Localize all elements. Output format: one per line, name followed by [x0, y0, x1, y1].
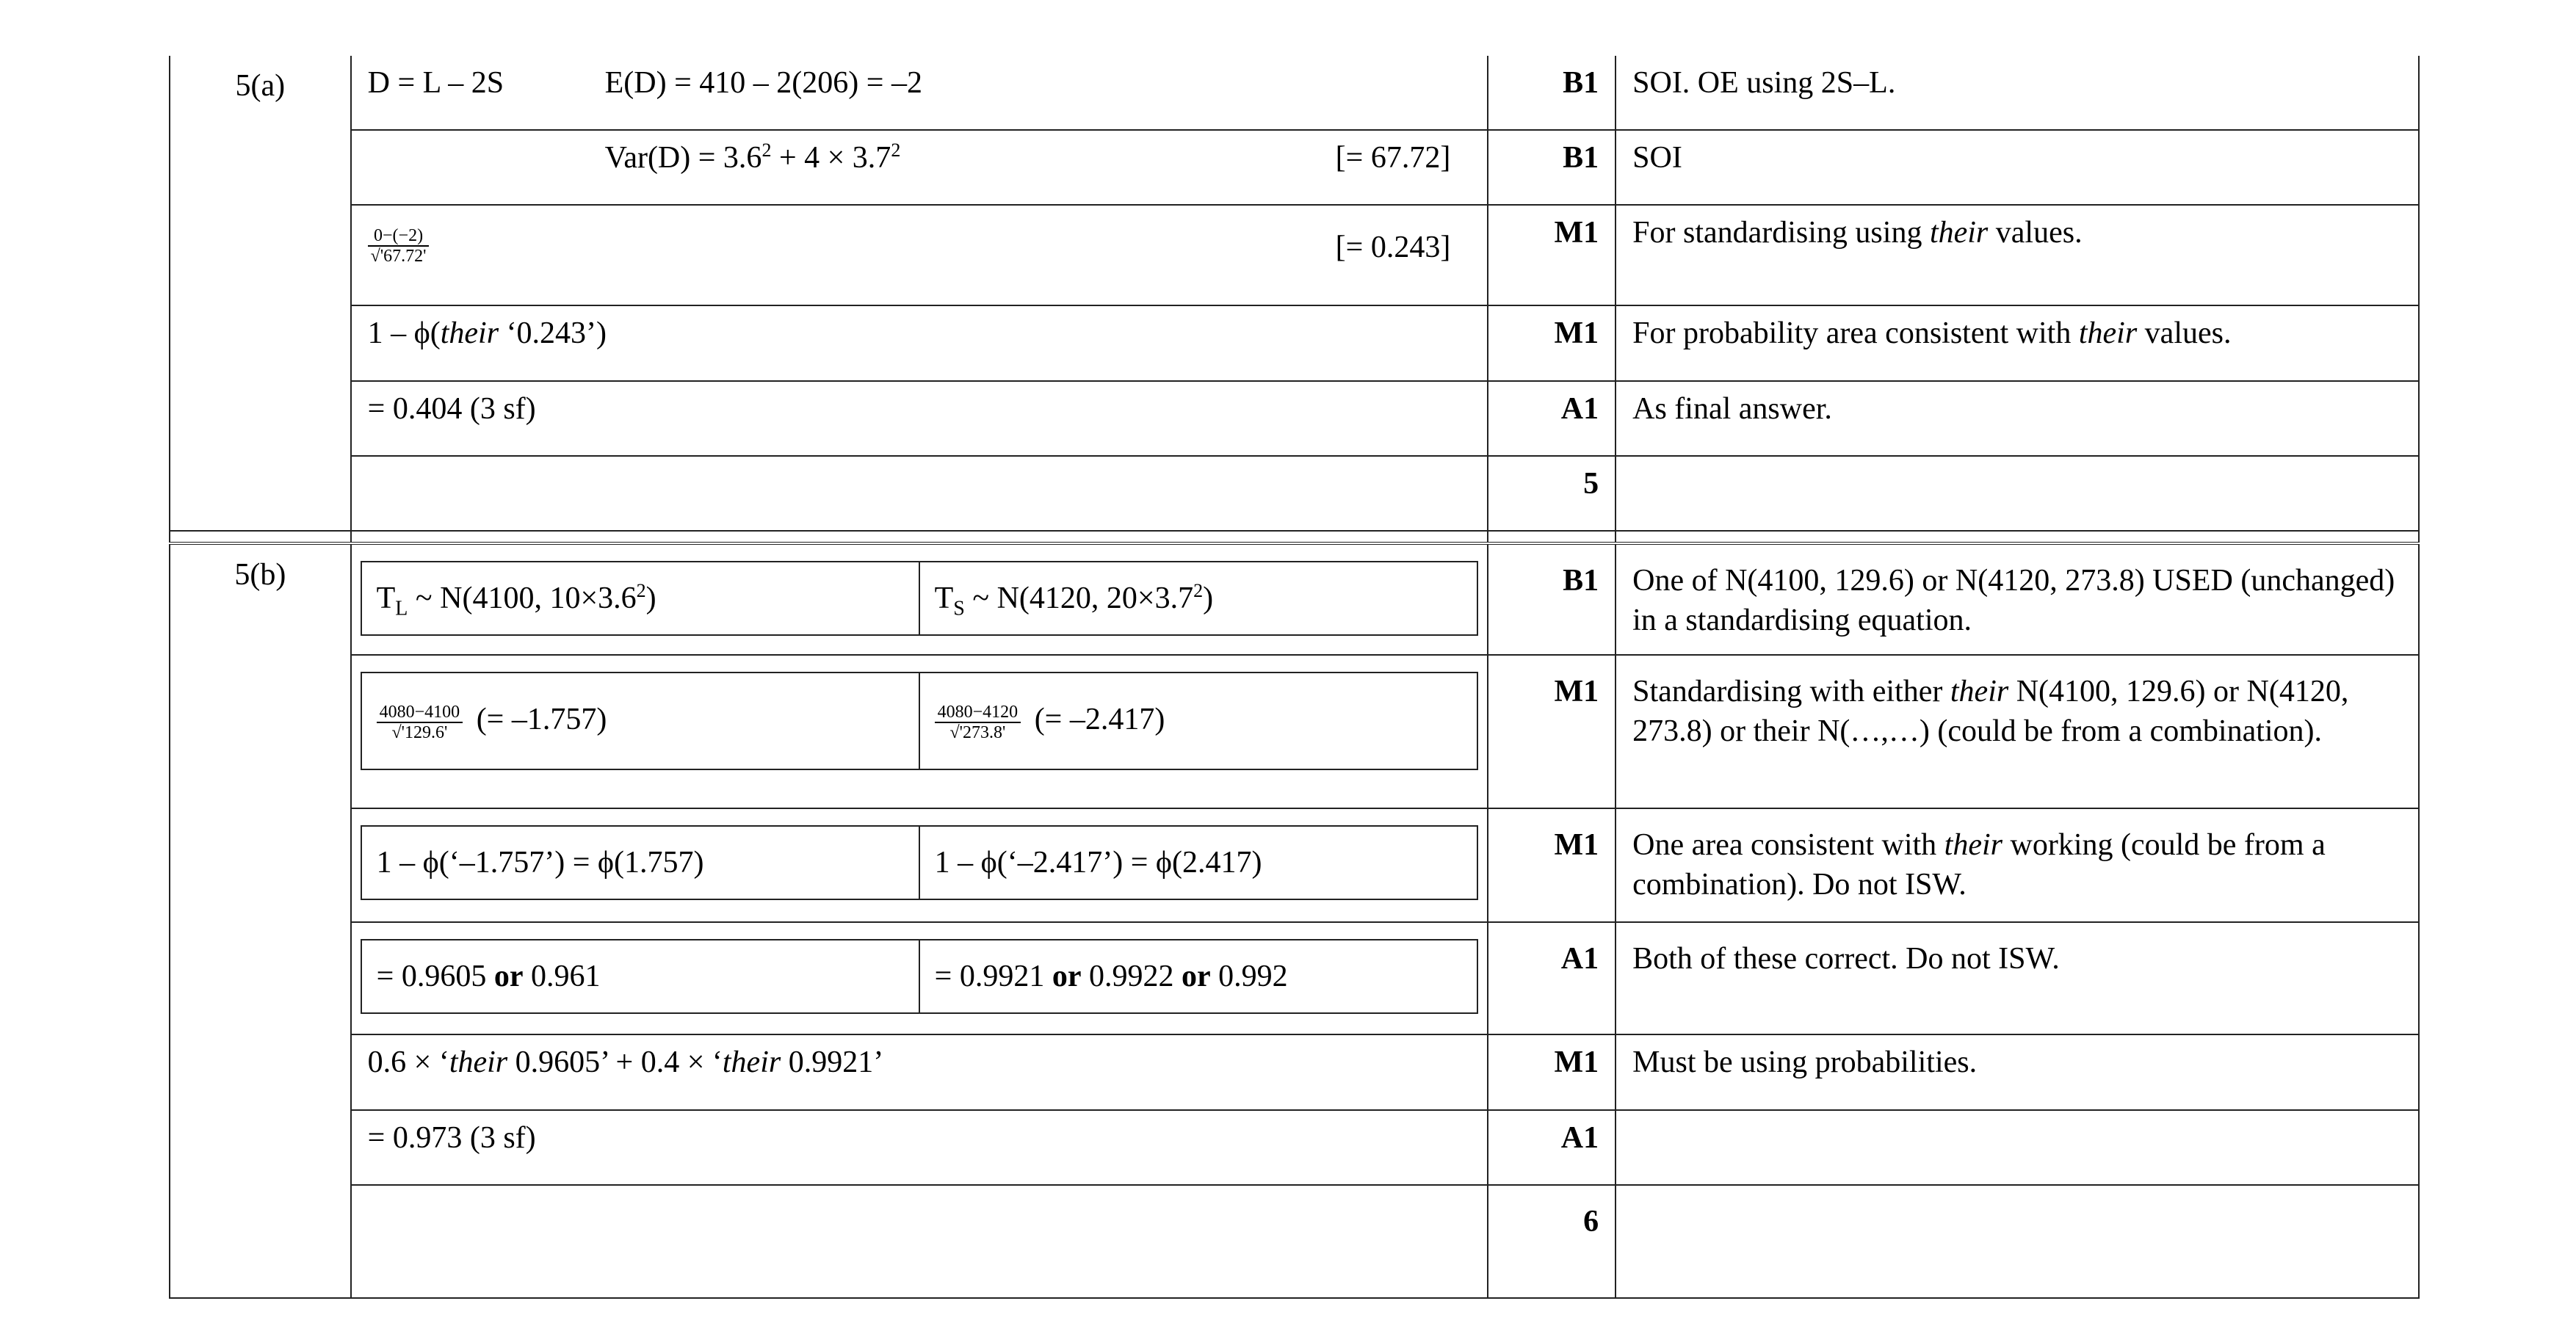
mark-code: B1: [1488, 56, 1616, 130]
guidance-cell: As final answer.: [1616, 381, 2419, 456]
working-cell: [351, 456, 1488, 531]
mark-code: M1: [1488, 655, 1616, 808]
working-cell: 0.6 × ‘their 0.9605’ + 0.4 × ‘their 0.9921’: [351, 1034, 1488, 1110]
table-row: [170, 381, 2419, 456]
short-standardising: $\frac{4080-4120}{√'273.8'}$ (= –2.417): [919, 673, 1477, 769]
mark-code: M1: [1488, 305, 1616, 381]
working-cell: $Var(D) = 3.6^2 + 4 \times 3.7^2$ [= 67.72]: [351, 130, 1488, 205]
section-separator: [170, 531, 2419, 543]
guidance-cell: [1616, 1185, 2419, 1298]
working-cell: [351, 808, 1488, 922]
table-row: [170, 655, 2419, 808]
guidance-cell: For standardising using their values.: [1616, 205, 2419, 305]
short-probability: = 0.9921 or 0.9922 or 0.992: [919, 940, 1477, 1013]
guidance-cell: SOI. OE using 2S–L.: [1616, 56, 2419, 130]
guidance-cell: Standardising with either their N(4100, 129.6) or N(4120, 273.8) or their N(…,…) (could be from a combination).: [1616, 655, 2419, 808]
table-row: [170, 130, 2419, 205]
working-cell: $\frac{0-(-2)}{√'67.72'}$ [= 0.243]: [351, 205, 1488, 305]
mark-code: A1: [1488, 381, 1616, 456]
working-cell: 1 – ϕ(their ‘0.243’): [351, 305, 1488, 381]
guidance-cell: [1616, 456, 2419, 531]
mark-scheme-table: [169, 56, 2420, 1299]
standardising-fraction: $\frac{0-(-2)}{√'67.72'}$: [368, 226, 430, 266]
working-cell: [351, 543, 1488, 655]
table-row: [170, 56, 2419, 130]
long-probability: = 0.9605 or 0.961: [361, 940, 919, 1013]
distribution-box: [361, 561, 1478, 636]
table-row: [170, 922, 2419, 1034]
guidance-cell: [1616, 1110, 2419, 1185]
mark-code: A1: [1488, 1110, 1616, 1185]
table-row: [170, 305, 2419, 381]
standardising-box: [361, 672, 1478, 770]
working-cell: D = L – 2S E(D) = 410 – 2(206) = –2: [351, 56, 1488, 130]
long-area: 1 – ϕ(‘–1.757’) = ϕ(1.757): [361, 826, 919, 899]
question-label: 5(b): [170, 543, 351, 1298]
total-marks: 5: [1488, 456, 1616, 531]
mark-code: B1: [1488, 543, 1616, 655]
table-row: [170, 808, 2419, 922]
table-row: [170, 456, 2419, 531]
guidance-cell: Both of these correct. Do not ISW.: [1616, 922, 2419, 1034]
question-label: 5(a): [170, 56, 351, 531]
table-row: [170, 1034, 2419, 1110]
probability-area-box: [361, 825, 1478, 900]
guidance-cell: SOI: [1616, 130, 2419, 205]
mark-code: B1: [1488, 130, 1616, 205]
probability-values-box: [361, 939, 1478, 1014]
mark-code: M1: [1488, 205, 1616, 305]
guidance-cell: One area consistent with their working (could be from a combination). Do not ISW.: [1616, 808, 2419, 922]
mark-code: M1: [1488, 808, 1616, 922]
table-row: [170, 205, 2419, 305]
guidance-cell: For probability area consistent with their values.: [1616, 305, 2419, 381]
working-cell: [351, 655, 1488, 808]
mark-code: A1: [1488, 922, 1616, 1034]
short-area: 1 – ϕ(‘–2.417’) = ϕ(2.417): [919, 826, 1477, 899]
working-cell: [351, 922, 1488, 1034]
long-distribution: $T_L$ ~ N(4100, $10\times 3.6^2$): [361, 562, 919, 635]
guidance-cell: Must be using probabilities.: [1616, 1034, 2419, 1110]
guidance-cell: One of N(4100, 129.6) or N(4120, 273.8) USED (unchanged) in a standardising equation.: [1616, 543, 2419, 655]
total-marks: 6: [1488, 1185, 1616, 1298]
mark-code: M1: [1488, 1034, 1616, 1110]
working-cell: = 0.973 (3 sf): [351, 1110, 1488, 1185]
mark-scheme: [169, 56, 2420, 1299]
working-cell: [351, 1185, 1488, 1298]
working-cell: = 0.404 (3 sf): [351, 381, 1488, 456]
table-row: [170, 1110, 2419, 1185]
long-standardising: $\frac{4080-4100}{√'129.6'}$ (= –1.757): [361, 673, 919, 769]
short-distribution: $T_S$ ~ N(4120, $20\times 3.7^2$): [919, 562, 1477, 635]
table-row: [170, 543, 2419, 655]
table-row: [170, 1185, 2419, 1298]
